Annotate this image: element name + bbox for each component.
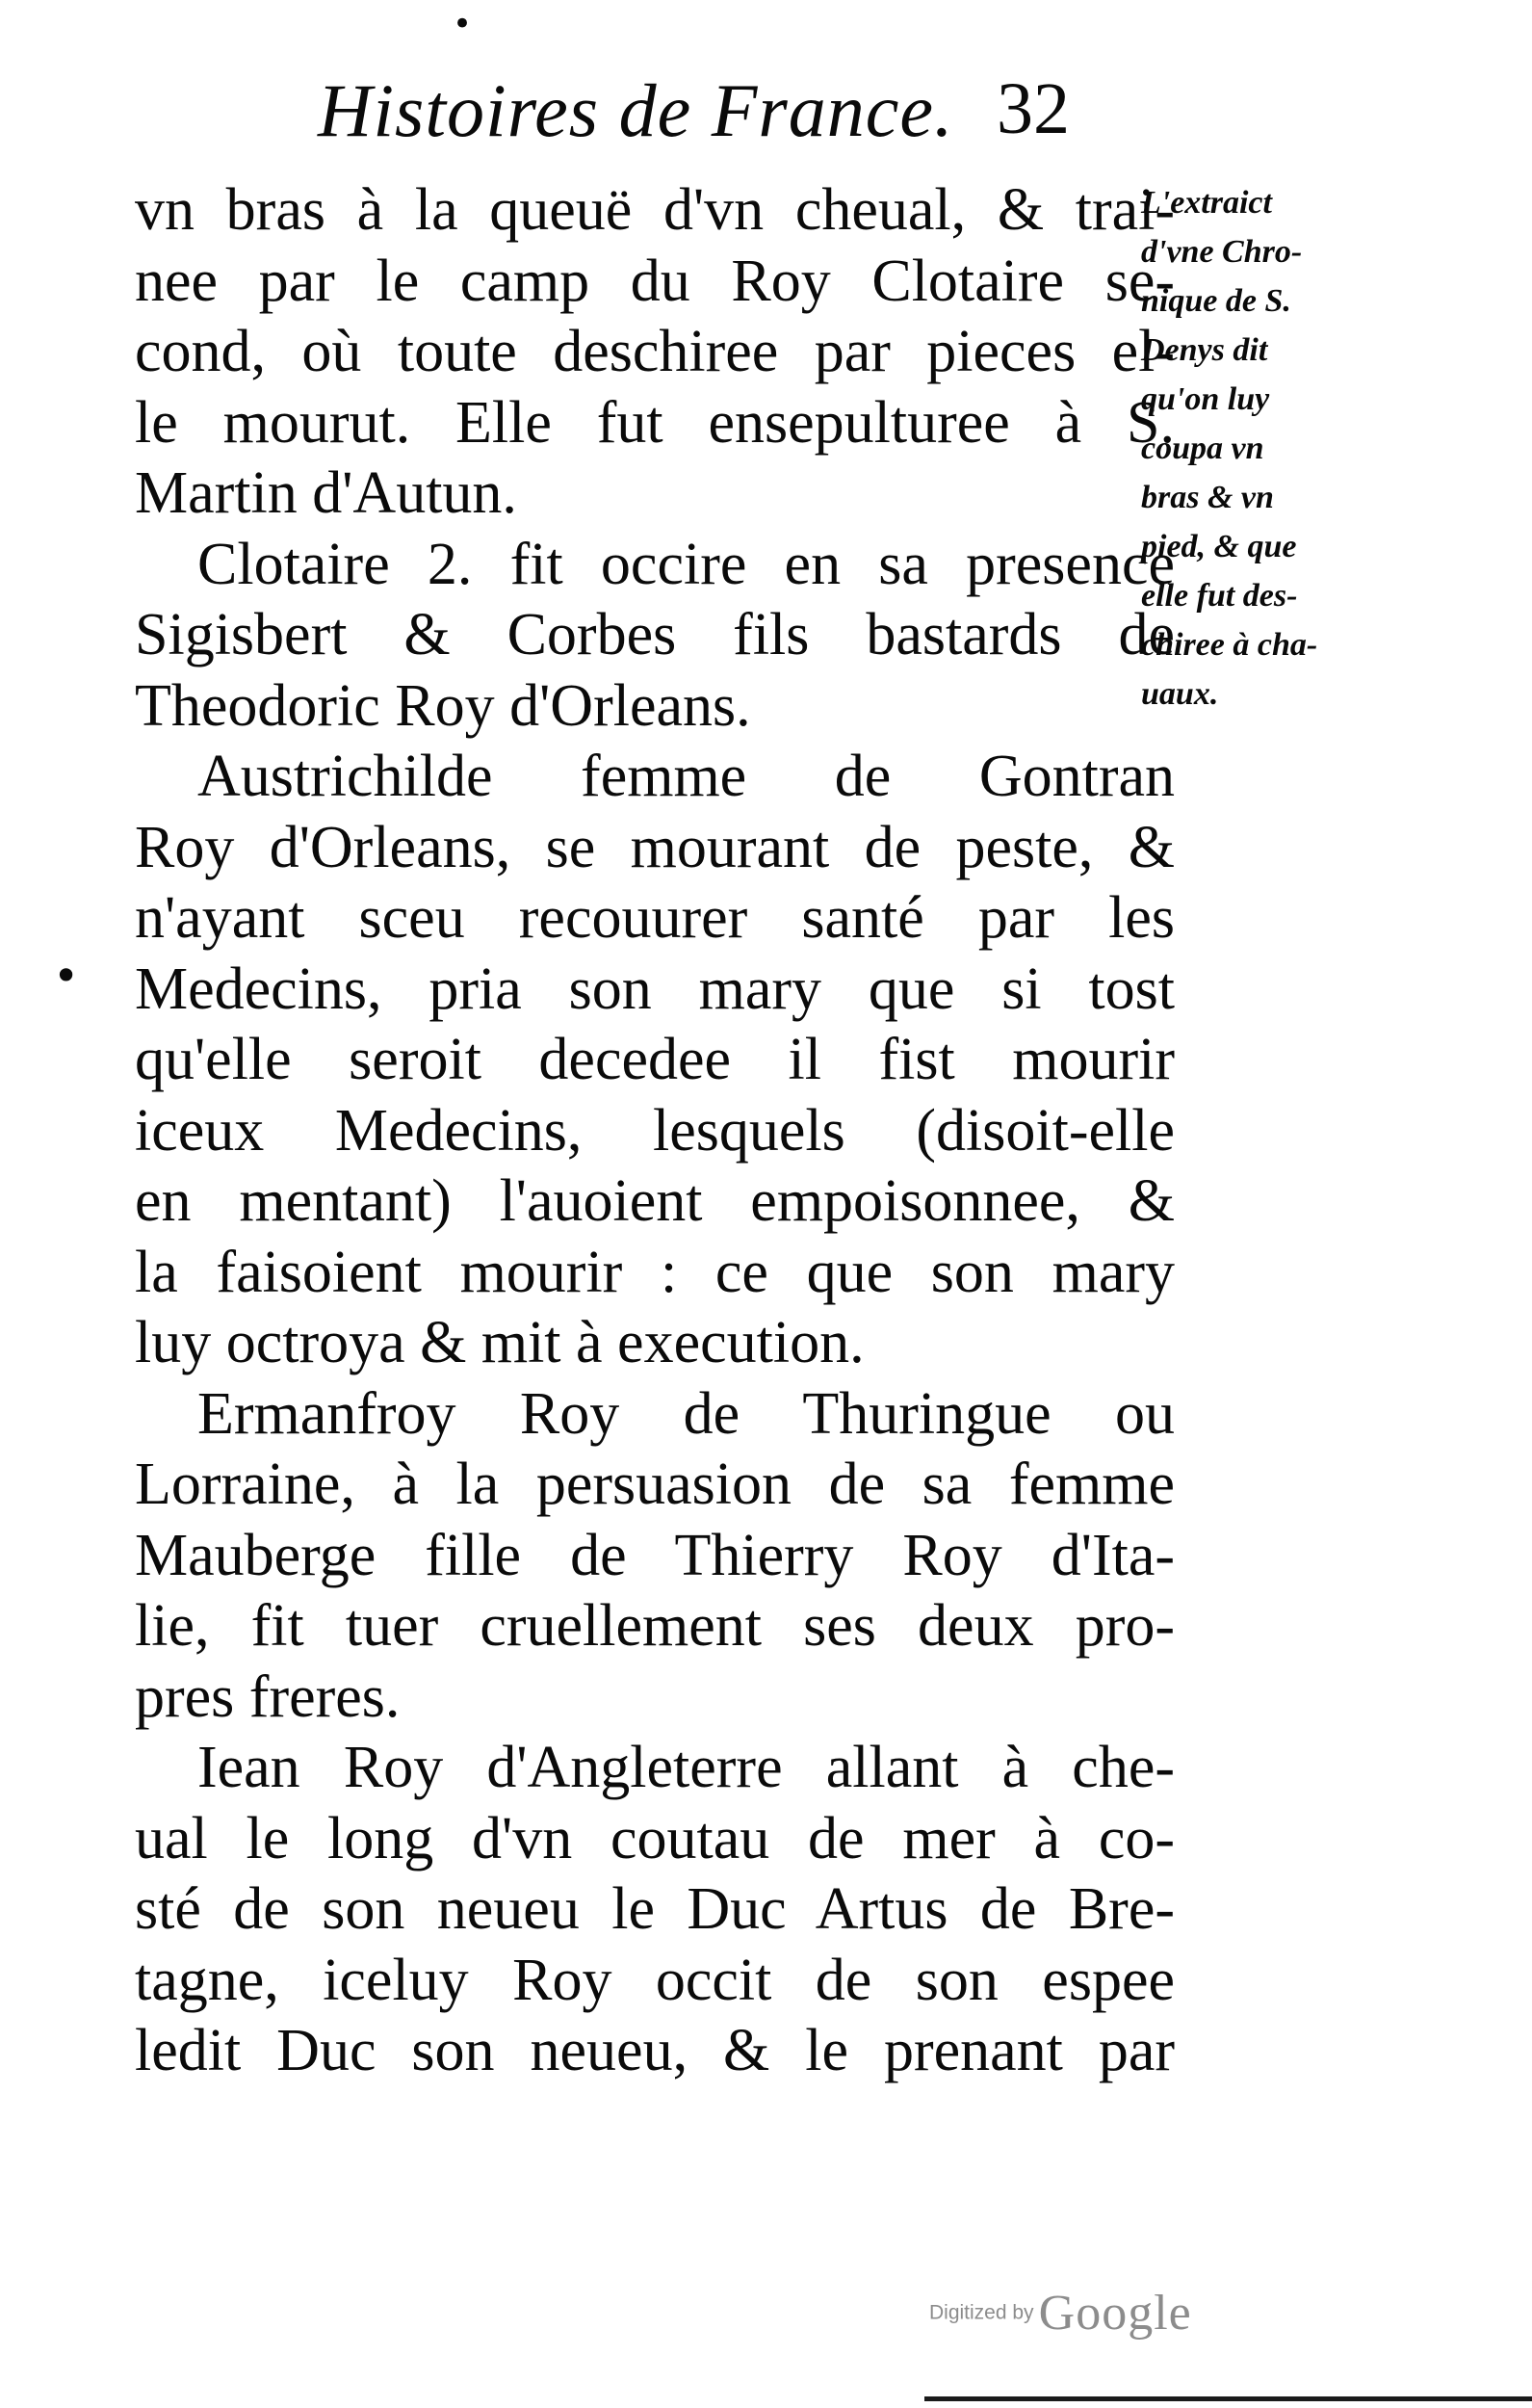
text-line: ual le long d'vn coutau de mer à co- — [135, 1805, 1175, 1871]
text-line: Theodoric Roy d'Orleans. — [135, 672, 751, 739]
top-ornament-mark: • — [453, 5, 473, 43]
marginal-note-line: Denys dit — [1141, 332, 1268, 368]
page-number: 32 — [997, 68, 1070, 149]
marginal-note-line: uaux. — [1141, 676, 1219, 712]
paragraph-start-line: Austrichilde femme de Gontran — [197, 744, 1175, 809]
digitized-by-label: Digitized by — [929, 2301, 1034, 2324]
marginal-note-line: qu'on luy — [1141, 381, 1270, 417]
text-line: ledit Duc son neueu, & le prenant par — [135, 2018, 1175, 2083]
text-line: n'ayant sceu recouurer santé par les — [135, 885, 1175, 951]
digitized-watermark — [929, 2285, 1192, 2343]
ink-blot-mark: • — [53, 950, 80, 1002]
page-bottom-edge — [924, 2396, 1532, 2401]
marginal-note-line: d'vne Chro- — [1141, 234, 1303, 270]
text-line: Martin d'Autun. — [135, 460, 517, 526]
text-line: qu'elle seroit decedee il fist mourir — [135, 1027, 1175, 1092]
text-line: pres freres. — [135, 1663, 401, 1730]
text-line: Mauberge fille de Thierry Roy d'Ita- — [135, 1522, 1175, 1588]
text-line: Medecins, pria son mary que si tost — [135, 955, 1175, 1022]
text-line: la faisoient mourir : ce que son mary — [135, 1239, 1175, 1305]
text-line: en mentant) l'auoient empoisonnee, & — [135, 1168, 1175, 1234]
text-line: le mourut. Elle fut ensepulturee à S. — [135, 389, 1175, 456]
paragraph-start-line: Ermanfroy Roy de Thuringue ou — [197, 1380, 1175, 1447]
paragraph-start-line: Iean Roy d'Angleterre allant à che- — [197, 1735, 1175, 1800]
text-line: Lorraine, à la persuasion de sa femme — [135, 1452, 1175, 1517]
google-logo-text: Google — [1038, 2286, 1192, 2341]
text-line: cond, où toute deschiree par pieces el- — [135, 319, 1175, 384]
text-line: nee par le camp du Roy Clotaire se- — [135, 248, 1175, 314]
text-line: Sigisbert & Corbes fils bastards de — [135, 602, 1175, 667]
body-text — [135, 175, 1175, 2087]
marginal-note-line: chiree à cha- — [1141, 627, 1318, 663]
paragraph-start-line: Clotaire 2. fit occire en sa presence — [197, 531, 1175, 597]
marginal-note-line: pied, & que — [1141, 529, 1297, 564]
running-title: Histoires de France. — [318, 68, 954, 152]
text-line: iceux Medecins, lesquels (disoit-elle — [135, 1097, 1175, 1164]
text-line: vn bras à la queuë d'vn cheual, & trai- — [135, 177, 1175, 243]
text-line: lie, fit tuer cruellement ses deux pro- — [135, 1593, 1175, 1659]
text-line: sté de son neueu le Duc Artus de Bre- — [135, 1876, 1175, 1942]
marginal-note-line: coupa vn — [1141, 431, 1264, 466]
marginal-note-line: elle fut des- — [1141, 578, 1298, 614]
marginal-note — [1141, 178, 1353, 719]
marginal-note-line: nique de S. — [1141, 283, 1291, 319]
running-head — [318, 60, 1184, 166]
text-line: luy octroya & mit à execution. — [135, 1310, 865, 1375]
marginal-note-line: bras & vn — [1141, 480, 1274, 515]
marginal-note-line: L'extraict — [1141, 185, 1272, 221]
text-line: tagne, iceluy Roy occit de son espee — [135, 1947, 1175, 2013]
text-line: Roy d'Orleans, se mourant de peste, & — [135, 814, 1175, 880]
